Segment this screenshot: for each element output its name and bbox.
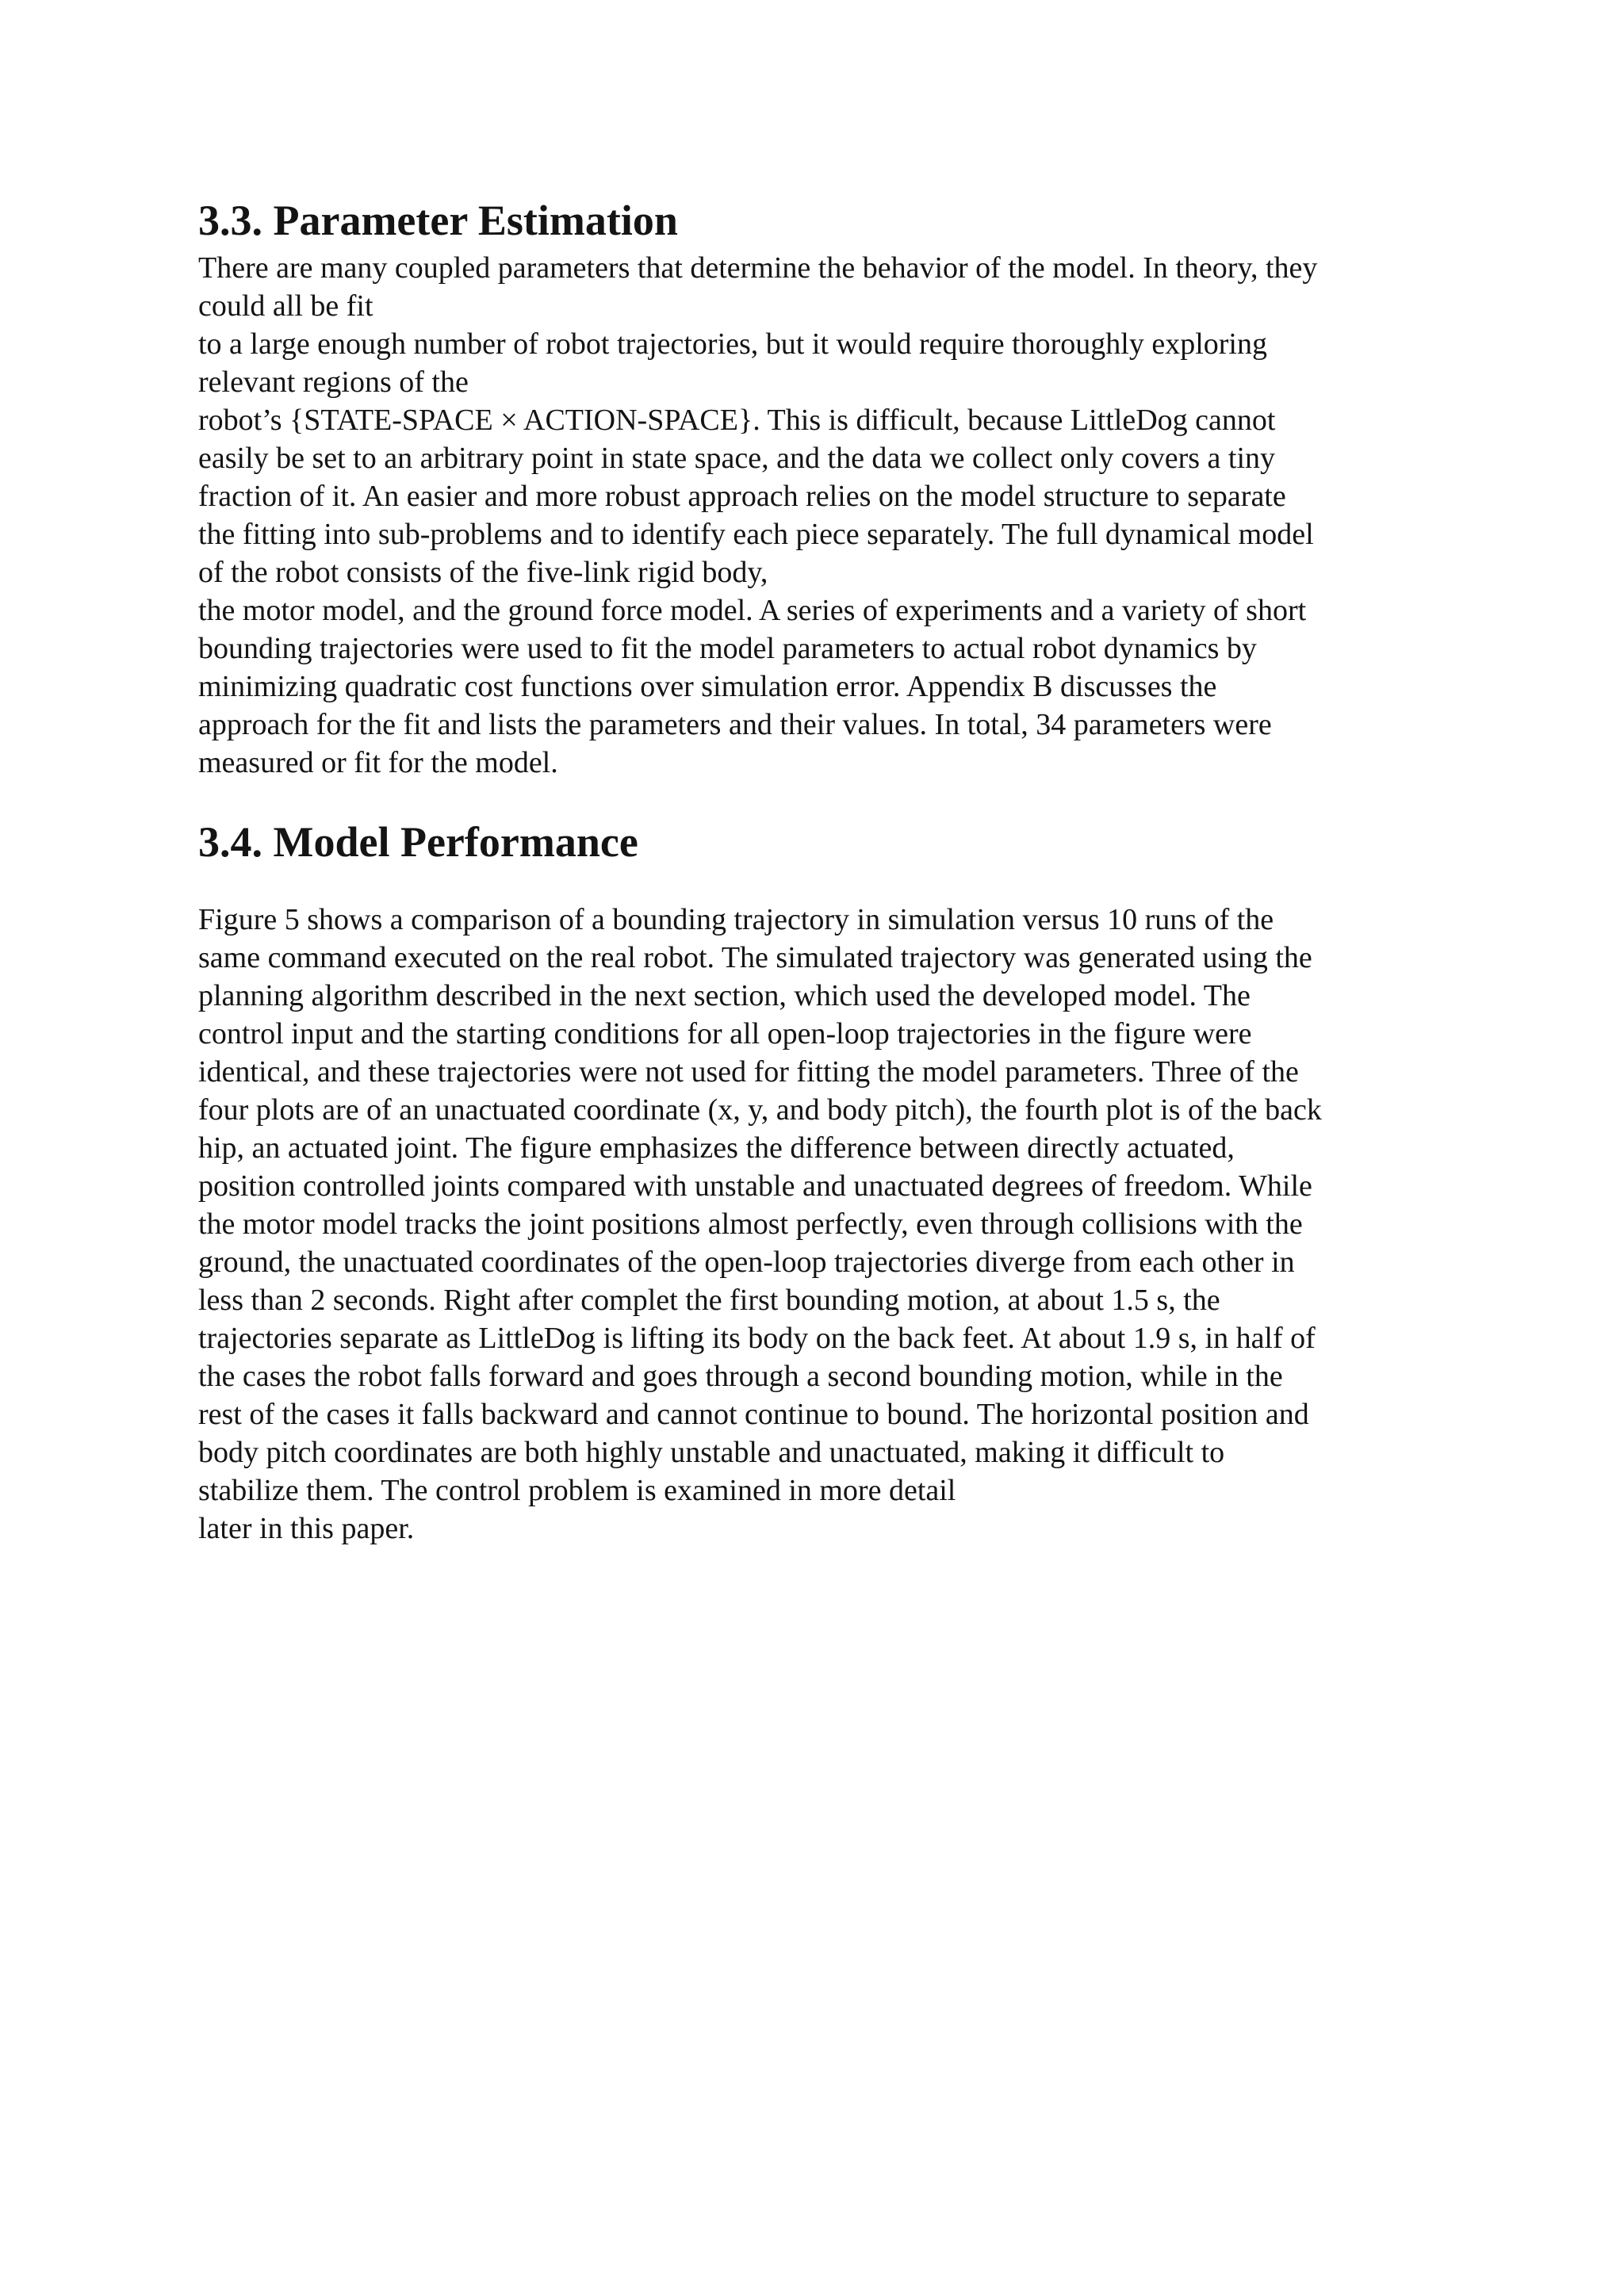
paragraph-line: Figure 5 shows a comparison of a bounding trajectory in simulation versus 10 runs of the [198, 903, 1274, 936]
paragraph-line: control input and the starting conditions for all open-loop trajectories in the figure were [198, 1017, 1252, 1050]
paragraph-line: the fitting into sub-problems and to identify each piece separately. The full dynamical model [198, 518, 1314, 551]
paragraph-line: stabilize them. The control problem is examined in more detail [198, 1474, 956, 1507]
paragraph-line: planning algorithm described in the next section, which used the developed model. The [198, 979, 1251, 1012]
paragraph-line: rest of the cases it falls backward and cannot continue to bound. The horizontal position and [198, 1398, 1309, 1431]
section-body-parameter-estimation [198, 249, 1467, 782]
paragraph-line: less than 2 seconds. Right after complet the first bounding motion, at about 1.5 s, the [198, 1284, 1220, 1317]
paragraph-line: trajectories separate as LittleDog is lifting its body on the back feet. At about 1.9 s, in half of [198, 1322, 1316, 1355]
paragraph-line: the cases the robot falls forward and goes through a second bounding motion, while in the [198, 1360, 1283, 1393]
section-heading-parameter-estimation: 3.3. Parameter Estimation [198, 197, 678, 244]
paragraph-line: to a large enough number of robot trajectories, but it would require thoroughly exploring [198, 327, 1267, 361]
paragraph-line: measured or fit for the model. [198, 746, 558, 779]
paragraph-line: identical, and these trajectories were not used for fitting the model parameters. Three of the [198, 1055, 1299, 1089]
paragraph-line: There are many coupled parameters that determine the behavior of the model. In theory, they [198, 251, 1318, 285]
paragraph-line: same command executed on the real robot. The simulated trajectory was generated using the [198, 941, 1312, 974]
section-heading-model-performance: 3.4. Model Performance [198, 818, 638, 866]
paragraph-line: bounding trajectories were used to fit the model parameters to actual robot dynamics by [198, 632, 1257, 665]
paragraph-line: position controlled joints compared with unstable and unactuated degrees of freedom. While [198, 1169, 1312, 1203]
paragraph-line: could all be fit [198, 289, 373, 323]
paragraph-line: fraction of it. An easier and more robust approach relies on the model structure to separate [198, 480, 1286, 513]
paragraph-line: body pitch coordinates are both highly unstable and unactuated, making it difficult to [198, 1436, 1225, 1469]
paragraph-line: robot’s {STATE-SPACE × ACTION-SPACE}. This is difficult, because LittleDog cannot [198, 404, 1276, 437]
paragraph-line: relevant regions of the [198, 365, 469, 399]
paragraph-line: four plots are of an unactuated coordinate (x, y, and body pitch), the fourth plot is of the back [198, 1093, 1322, 1127]
paragraph-line: approach for the fit and lists the parameters and their values. In total, 34 parameters were [198, 708, 1272, 741]
paragraph-line: the motor model, and the ground force model. A series of experiments and a variety of short [198, 594, 1307, 627]
paragraph-line: of the robot consists of the five-link rigid body, [198, 556, 768, 589]
paragraph-line: hip, an actuated joint. The figure emphasizes the difference between directly actuated, [198, 1131, 1235, 1165]
paragraph-line: later in this paper. [198, 1512, 415, 1545]
section-body-model-performance [198, 901, 1467, 1548]
paragraph-line: the motor model tracks the joint positions almost perfectly, even through collisions with the [198, 1207, 1303, 1241]
paragraph-line: minimizing quadratic cost functions over simulation error. Appendix B discusses the [198, 670, 1217, 703]
paragraph-line: easily be set to an arbitrary point in state space, and the data we collect only covers a tiny [198, 442, 1276, 475]
paragraph-line: ground, the unactuated coordinates of the open-loop trajectories diverge from each other in [198, 1246, 1295, 1279]
